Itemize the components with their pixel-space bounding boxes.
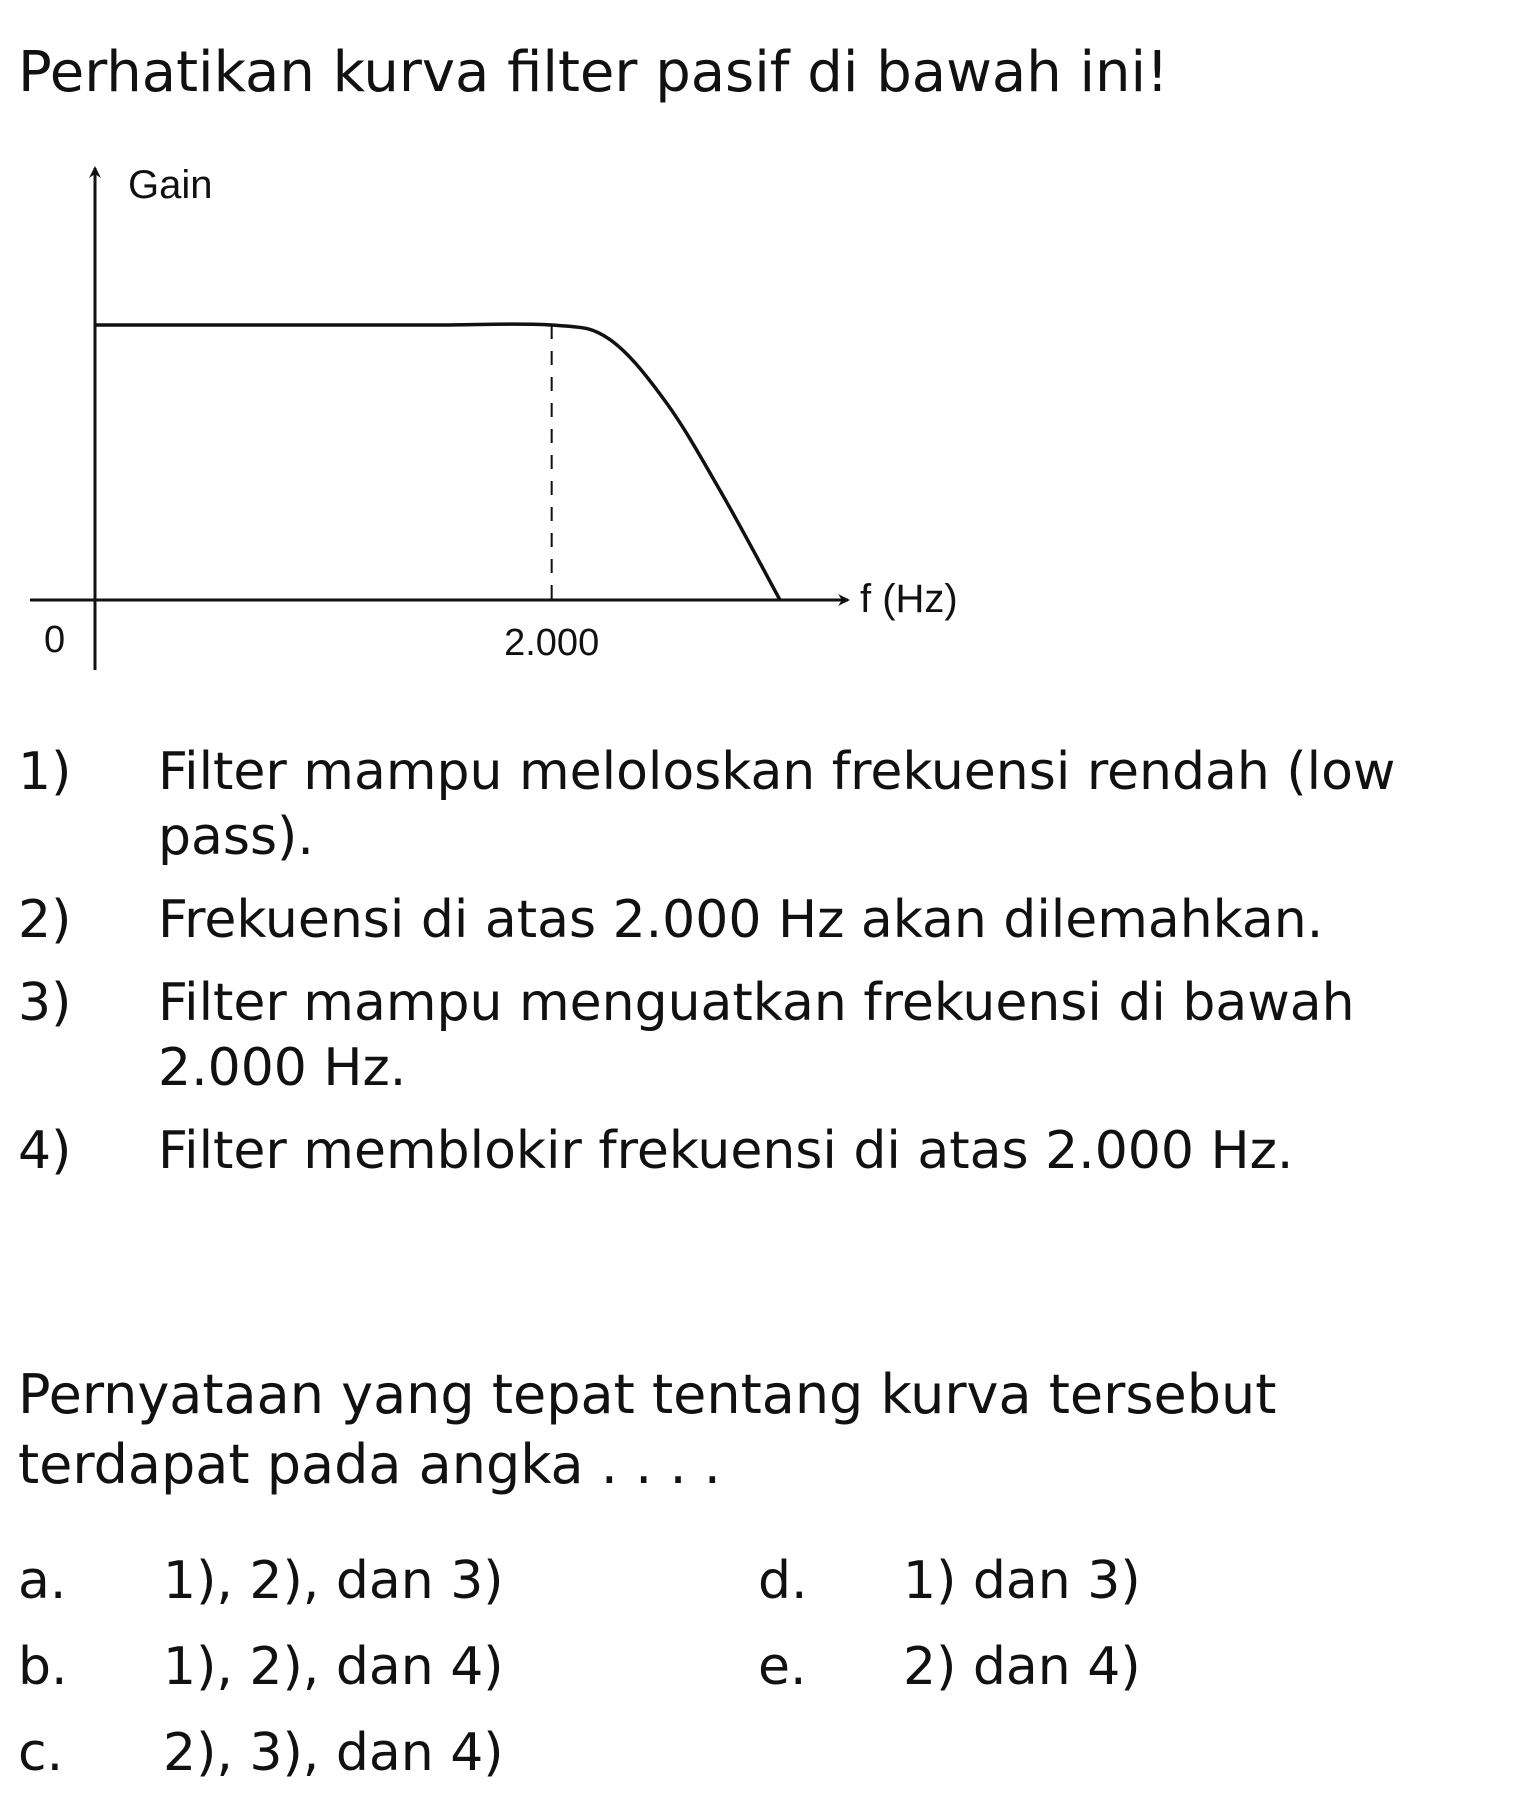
option-text: 1), 2), dan 4) [163, 1637, 504, 1697]
option-b[interactable] [18, 1637, 758, 1727]
option-letter: e. [758, 1637, 807, 1697]
statement-item [18, 971, 1498, 1101]
statement-item [18, 1119, 1498, 1184]
statement-number: 3) [18, 973, 72, 1033]
answer-options [18, 1551, 1498, 1813]
statement-text: Frekuensi di atas 2.000 Hz akan dilemahkan. [158, 890, 1324, 950]
option-text: 1) dan 3) [903, 1551, 1141, 1611]
option-d[interactable] [758, 1551, 1498, 1641]
option-a[interactable] [18, 1551, 758, 1641]
statement-number: 4) [18, 1121, 72, 1181]
option-letter: d. [758, 1551, 808, 1611]
statement-item [18, 740, 1498, 870]
statement-item [18, 888, 1498, 953]
option-row [18, 1637, 1498, 1727]
cutoff-tick-label: 2.000 [504, 622, 600, 664]
option-letter: a. [18, 1551, 67, 1611]
statement-number: 2) [18, 890, 72, 950]
option-row [18, 1723, 1498, 1813]
option-text: 2), 3), dan 4) [163, 1723, 504, 1783]
x-axis-label: f (Hz) [860, 577, 958, 621]
option-row [18, 1551, 1498, 1641]
statement-text: Filter mampu meloloskan frekuensi rendah (low pass). [158, 742, 1396, 867]
origin-label: 0 [44, 619, 66, 661]
gain-curve [95, 324, 780, 600]
statement-list [18, 740, 1498, 1202]
option-letter: c. [18, 1723, 64, 1783]
statement-text: Filter mampu menguatkan frekuensi di bawah 2.000 Hz. [158, 973, 1355, 1098]
y-axis-label: Gain [128, 163, 213, 207]
question-prompt: Pernyataan yang tepat tentang kurva tersebut terdapat pada angka . . . . [18, 1363, 1277, 1497]
option-text: 1), 2), dan 3) [163, 1551, 504, 1611]
page-title: Perhatikan kurva filter pasif di bawah ini! [18, 40, 1169, 105]
filter-curve-figure [0, 150, 1060, 710]
statement-text: Filter memblokir frekuensi di atas 2.000 Hz. [158, 1121, 1294, 1181]
option-e[interactable] [758, 1637, 1498, 1727]
option-text: 2) dan 4) [903, 1637, 1141, 1697]
option-letter: b. [18, 1637, 68, 1697]
statement-number: 1) [18, 742, 72, 802]
option-c[interactable] [18, 1723, 758, 1813]
